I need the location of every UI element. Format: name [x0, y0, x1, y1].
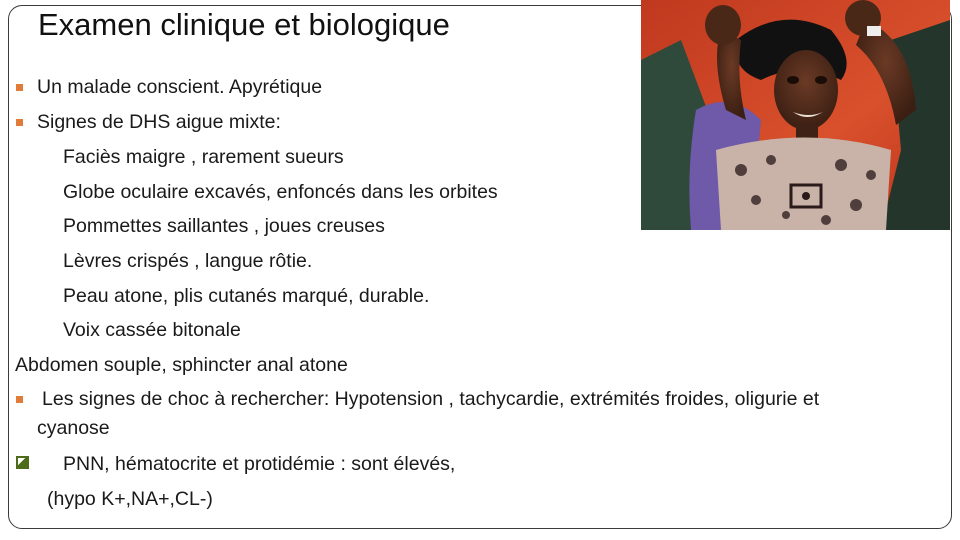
text-line: Faciès maigre , rarement sueurs — [63, 146, 344, 168]
text-line: Signes de DHS aigue mixte: — [37, 111, 281, 133]
text-line: Abdomen souple, sphincter anal atone — [15, 354, 348, 376]
text-line: Pommettes saillantes , joues creuses — [63, 215, 385, 237]
text-line: Globe oculaire excavés, enfoncés dans les orbites — [63, 181, 498, 203]
text-line: Lèvres crispés , langue rôtie. — [63, 250, 313, 272]
slide-title: Examen clinique et biologique — [38, 7, 450, 42]
checkbox-bullet-icon — [16, 456, 29, 469]
text-line: cyanose — [37, 417, 110, 439]
square-bullet-icon — [16, 396, 23, 403]
text-line: Les signes de choc à rechercher: Hypotension , tachycardie, extrémités froides, oligurie et — [42, 388, 820, 410]
square-bullet-icon — [16, 84, 23, 91]
square-bullet-icon — [16, 119, 23, 126]
text-line: PNN, hématocrite et protidémie : sont élevés, — [63, 453, 456, 475]
text-line: Voix cassée bitonale — [63, 319, 241, 341]
text-line: Peau atone, plis cutanés marqué, durable. — [63, 285, 430, 307]
text-line: (hypo K+,NA+,CL-) — [47, 488, 213, 510]
text-line: Un malade conscient. Apyrétique — [37, 76, 323, 98]
